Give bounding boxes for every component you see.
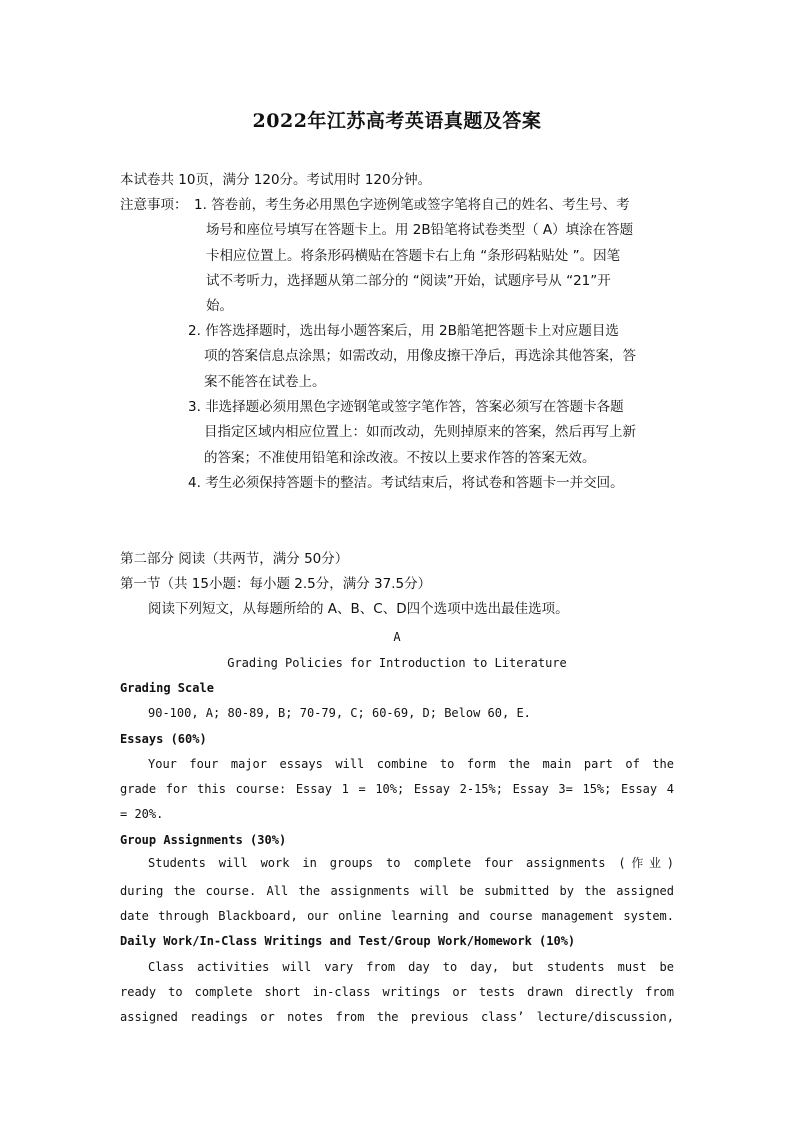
note-1-line-3: 卡相应位置上。将条形码横贴在答题卡右上角 “条形码粘贴处 ”。因笔	[206, 247, 621, 264]
note-2-line-2: 项的答案信息点涂黑；如需改动，用像皮擦干净后，再选涂其他答案，答	[204, 348, 636, 365]
note-item-1	[194, 193, 684, 319]
grading-scale-heading: Grading Scale	[120, 681, 214, 695]
note-item-4	[188, 471, 678, 496]
essays-heading: Essays (60%)	[120, 732, 207, 746]
note-4-line-1	[188, 471, 678, 496]
note-text: 非选择题必须用黑色字迹钢笔或签字笔作答，答案必须写在答题卡各题	[205, 399, 624, 415]
note-item-2	[188, 319, 678, 395]
daily-work-heading: Daily Work/In-Class Writings and Test/Group Work/Homework (10%)	[120, 934, 576, 948]
passage-letter: A	[393, 630, 401, 644]
group-line-2: during the course. All the assignments will be submitted by the assigned	[120, 884, 674, 898]
group-assignments-heading: Group Assignments (30%)	[120, 833, 287, 847]
note-3-line-3: 的答案；不准使用铅笔和涂改液。不按以上要求作答的答案无效。	[204, 449, 596, 466]
note-item-3	[188, 395, 678, 471]
daily-line-2: ready to complete short in-class writings or tests drawn directly from	[120, 985, 674, 999]
note-number: 2.	[188, 323, 201, 339]
essays-line-3: = 20%.	[120, 807, 164, 821]
group-line-3: date through Blackboard, our online learning and course management system.	[120, 909, 674, 923]
note-1-line-2: 场号和座位号填写在答题卡上。用 2B铅笔将试卷类型（ A）填涂在答题	[206, 222, 634, 239]
exam-intro: 本试卷共 10页，满分 120分。考试用时 120分钟。	[120, 172, 432, 188]
note-text: 考生必须保持答题卡的整洁。考试结束后，将试卷和答题卡一并交回。	[205, 475, 624, 491]
passage-title: Grading Policies for Introduction to Literature	[227, 656, 567, 670]
notes-label: 注意事项：	[120, 197, 188, 213]
part-two-heading: 第二部分 阅读（共两节，满分 50分）	[120, 551, 349, 567]
note-1-line-5: 始。	[206, 298, 233, 315]
note-text: 答卷前，考生务必用黑色字迹例笔或签字笔将自己的姓名、考生号、考	[211, 197, 630, 213]
note-3-line-2: 目指定区域内相应位置上：如而改动，先则掉原来的答案，然后再写上新	[204, 424, 636, 441]
reading-instruction: 阅读下列短文，从每题所给的 A、B、C、D四个选项中选出最佳选项。	[148, 601, 569, 617]
note-number: 1.	[194, 197, 207, 213]
daily-line-1: Class activities will vary from day to day, but students must be	[148, 960, 674, 974]
document-title: 2022年江苏高考英语真题及答案	[252, 110, 542, 132]
group-line-1: Students will work in groups to complete four assignments (作业)	[148, 856, 674, 870]
note-2-line-3: 案不能答在试卷上。	[204, 373, 326, 390]
note-number: 3.	[188, 399, 201, 415]
essays-line-1: Your four major essays will combine to form the main part of the	[148, 757, 674, 771]
daily-line-3: assigned readings or notes from the previous class’ lecture/discussion,	[120, 1010, 674, 1024]
grading-scale-text: 90-100, A; 80-89, B; 70-79, C; 60-69, D; Below 60, E.	[148, 706, 531, 720]
section-one-heading: 第一节（共 15小题：每小题 2.5分，满分 37.5分）	[120, 576, 432, 592]
note-number: 4.	[188, 475, 201, 491]
note-text: 作答选择题时，选出每小题答案后，用 2B船笔把答题卡上对应题目选	[205, 323, 619, 339]
note-1-line-1	[194, 193, 684, 218]
note-3-line-1	[188, 395, 678, 420]
note-2-line-1	[188, 319, 678, 344]
note-1-line-4: 试不考听力，选择题从第二部分的 “阅读”开始，试题序号从 “21”开	[206, 272, 611, 289]
essays-line-2: grade for this course: Essay 1 = 10%; Essay 2-15%; Essay 3= 15%; Essay 4	[120, 782, 674, 796]
